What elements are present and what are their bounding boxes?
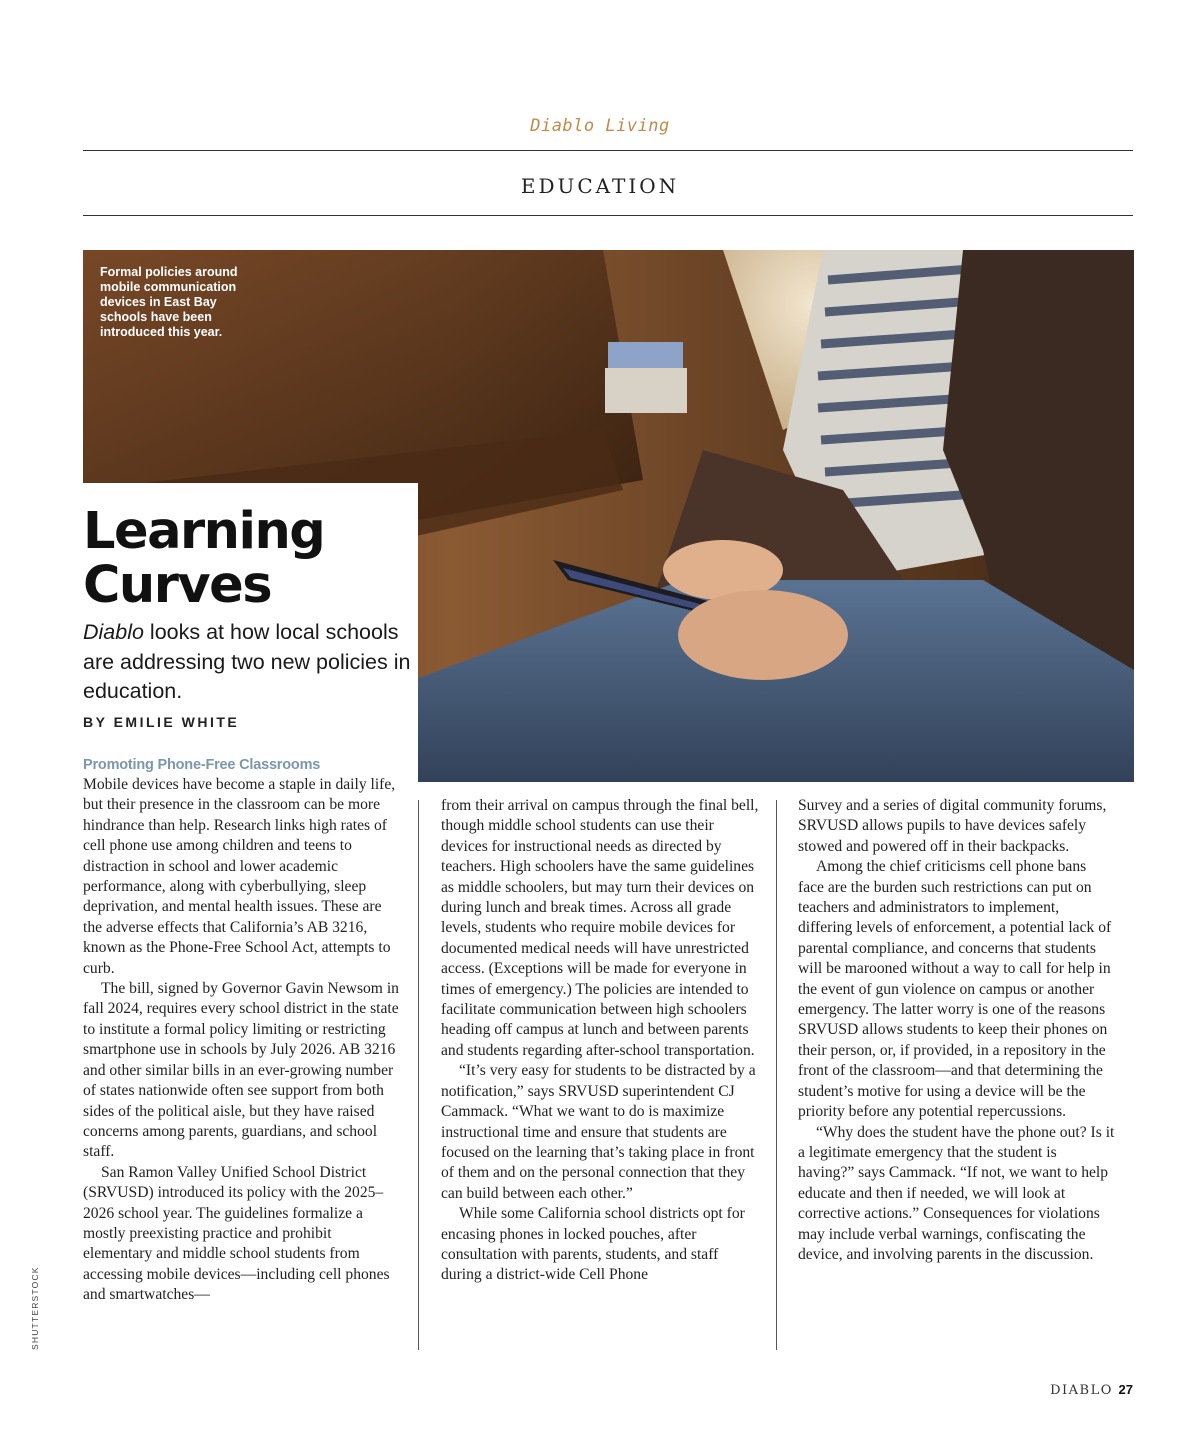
text-column-3 <box>798 796 1116 1265</box>
section-rule <box>83 215 1133 216</box>
section-label: EDUCATION <box>520 174 680 198</box>
paragraph: Mobile devices have become a staple in daily life, but their presence in the classroom can be more hindrance than help. Research links high rates of cell phone use among children and teens to distraction in school and lower academic performance, along with cyberbullying, sleep deprivation, and mental health issues. These are the adverse effects that California’s AB 3216, known as the Phone-Free School Act, attempts to curb. <box>83 776 396 977</box>
byline: BY EMILIE WHITE <box>83 714 240 730</box>
paragraph: from their arrival on campus through the final bell, though middle school students can use their devices for instructional needs as directed by teachers. High schoolers have the same guidelines as middle schoolers, but may turn their devices on during lunch and break times. Across all grade levels, students who require mobile devices for documented medical needs will have unrestricted access. (Exceptions will be made for everyone in times of emergency.) The policies are intended to facilitate communication between high schoolers heading off campus at lunch and between parents and students regarding after-school transportation. <box>441 797 759 1059</box>
paragraph: The bill, signed by Governor Gavin Newsom in fall 2024, requires every school district in the state to institute a formal policy limiting or restricting smartphone use in schools by July 2026. AB 3216 and other similar bills in an ever-growing number of states nationwide often see support from both sides of the political aisle, but they have raised concerns among parents, guardians, and school staff. <box>83 980 399 1161</box>
dek-text: looks at how local schools are addressing two new policies in education. <box>83 620 411 703</box>
photo-credit: SHUTTERSTOCK <box>30 1266 40 1350</box>
magazine-name: DIABLO <box>1050 1383 1113 1398</box>
page-number: 27 <box>1118 1382 1133 1397</box>
article-dek <box>83 618 413 707</box>
subhead: Promoting Phone-Free Classrooms <box>83 757 321 773</box>
column-divider <box>418 800 419 1350</box>
dek-italic: Diablo <box>83 620 144 644</box>
text-column-2 <box>441 796 759 1286</box>
running-head: Diablo Living <box>530 116 670 136</box>
paragraph: “It’s very easy for students to be distracted by a notification,” says SRVUSD superintendent CJ Cammack. “What we want to do is maximize instructional time and ensure that students are focused on the learning that’s taking place in front of them and on the personal connection that they can build between each other.” <box>441 1062 756 1202</box>
column-divider <box>776 800 777 1350</box>
paragraph: Survey and a series of digital community forums, SRVUSD allows pupils to have devices safely stowed and powered off in their backpacks. <box>798 797 1107 855</box>
paragraph: While some California school districts opt for encasing phones in locked pouches, after consultation with parents, students, and staff during a district-wide Cell Phone <box>441 1205 745 1284</box>
title-line-2: Curves <box>83 556 272 615</box>
page-folio <box>1050 1382 1133 1398</box>
paragraph: San Ramon Valley Unified School District (SRVUSD) introduced its policy with the 2025–2026 school year. The guidelines formalize a mostly preexisting practice and prohibit elementary and middle school students from accessing mobile devices—including cell phones and smartwatches— <box>83 1163 390 1304</box>
photo-caption: Formal policies around mobile communication devices in East Bay schools have been introduced this year. <box>100 265 238 339</box>
top-rule <box>83 150 1133 151</box>
text-column-1 <box>83 755 401 1306</box>
article-title <box>83 502 413 615</box>
title-line-1: Learning <box>83 502 325 561</box>
paragraph: “Why does the student have the phone out? Is it a legitimate emergency that the student is having?” says Cammack. “If not, we want to help educate and then if needed, we will look at corrective actions.” Consequences for violations may include verbal warnings, confiscating the device, and involving parents in the discussion. <box>798 1123 1115 1263</box>
paragraph: Among the chief criticisms cell phone bans face are the burden such restrictions can put on teachers and administrators to implement, differing levels of enforcement, a potential lack of parental compliance, and concerns that students will be marooned without a way to call for help in the event of gun violence on campus or another emergency. The latter worry is one of the reasons SRVUSD allows students to keep their phones on their person, or, if provided, in a repository in the front of the classroom—and that determining the student’s motive for using a device will be the priority before any potential repercussions. <box>798 858 1112 1121</box>
